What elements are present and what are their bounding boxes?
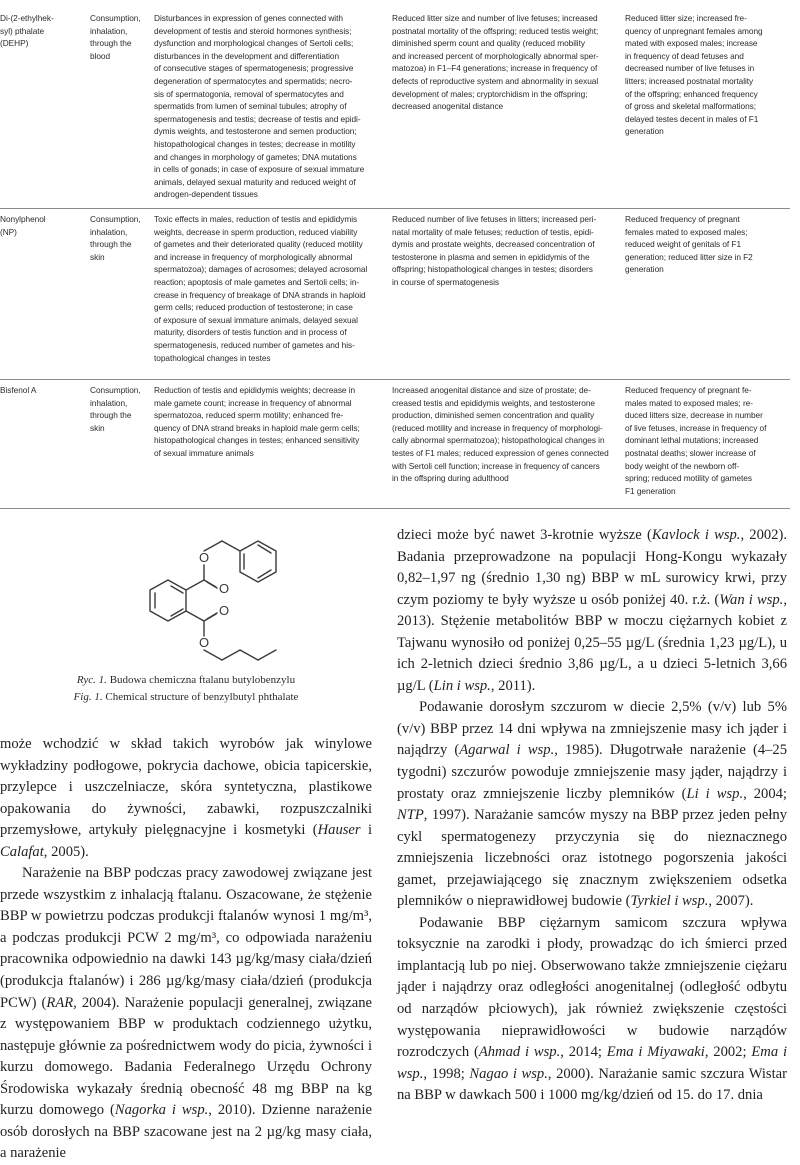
text-run: może wchodzić w skład takich wyrobów jak winylowe wykładziny podłogowe, pokrycia dachowe, obicia tapicerskie, przylepce i uszczelniacze, skóra syntetyczna, plastikowe opakowania do żywności, zabawki, rozpuszczalniki przemysłowe, artykuły pielęgnacyjne i kosmetyki (: [0, 736, 372, 839]
text-run: , 2010). Dzienne narażenie osób dorosłych na BBP szacowane jest na 2 µg/kg masy ciała, a narażenie: [0, 1102, 372, 1162]
citation: Lin i wsp.: [433, 677, 491, 694]
citation: Kavlock i wsp.: [651, 527, 741, 543]
offspring-effects-cell: Reduced number of live fetuses in litters; increased peri- natal mortality of male fetuses; reduction of testis, epidi- dymis and prostate weights, decreased concentration of testosterone in plasma and semen in epididymis of the offspring; histopathological changes in testes; disorders in course of spermatogenesis: [392, 214, 597, 287]
text-run: Podawanie BBP ciężarnym samicom szczura wpływa toksycznie na zarodki i płody, prowadząc do ich śmierci przed implantacją lub po niej. Obserwowano także zmniejszenie ciężaru jąder i najądrzy oraz odległości anogenitalnej (odległość odbytu od narządów płciowych), jak również zwiększenie częstości występowania nieprawidłowości w budowie narządów rozrodczych (: [397, 914, 787, 1061]
paragraph: [397, 525, 787, 697]
citation: Li i wsp.: [686, 785, 744, 802]
citation: NTP: [397, 807, 424, 824]
figure-caption-pl: [0, 674, 372, 686]
text-run: , 2014;: [560, 1044, 607, 1061]
female-effects-cell: Reduced frequency of pregnant females mated to exposed males; reduced weight of genitals of F1 generation; reduced litter size in F2 generation: [625, 214, 753, 275]
offspring-effects-cell: Reduced litter size and number of live fetuses; increased postnatal mortality of the offspring; reduced testis weight; diminished sperm count and quality (reduced mobility and increased percent of morphologically abnormal sper- matozoa) in F1–F4 generations; increase in frequency of defects of reproductive system and abnormality in sexual development of males; cryptorchidism in the offspring; decreased anogenital distance: [392, 13, 599, 112]
oxygen-label: O: [218, 603, 230, 618]
paragraph: [397, 913, 787, 1107]
oxygen-label: O: [218, 581, 230, 596]
citation: Tyrkiel i wsp.: [630, 893, 709, 910]
table-row: [0, 209, 790, 380]
text-run: , 1985). Długotrwałe narażenie (4–25 tygodni) szczurów powoduje zmniejszenie masy jąder, najądrzy i prostaty oraz zmniejszenie liczby plemników (: [397, 742, 788, 802]
exposure-route-cell: Consumption, inhalation, through the blood: [90, 13, 141, 61]
caption-text: Chemical structure of benzylbutyl phthalate: [105, 691, 299, 703]
text-run: , 2007).: [708, 893, 754, 910]
caption-label: Fig. 1.: [73, 691, 103, 703]
right-text-column: [397, 525, 787, 1107]
text-run: , 2013). Stężenie metabolitów BBP w moczu ciężarnych kobiet z Tajwanu wynosiło od poniżej 0,25–55 µg/L (średnia 1,23 µg/L), u ich 2-letnich dzieci średnio 3,86 µg/L, a u dzieci 5-letnich 3,66 µg/L (: [397, 591, 787, 694]
citation: RAR: [46, 994, 74, 1011]
citation: Nagao i wsp.: [469, 1065, 548, 1082]
text-run: , 2000). Narażanie samic szczura Wistar na BBP w dawkach 500 i 1000 mg/kg/dzień od 15. do 17. dnia: [397, 1065, 788, 1104]
text-run: , 1998;: [423, 1065, 470, 1082]
text-run: , 2002). Badania przeprowadzone na populacji Hong-Kongu wykazały 0,82–1,97 ng (średnio 1,30 ng) BBP w mL surowicy krwi, przy czym poziomy te były wyższe u osób poniżej 40. r.ż. (: [397, 527, 787, 608]
benzylbutyl-phthalate-structure: [128, 520, 288, 670]
text-run: , 2002;: [704, 1044, 752, 1061]
citation: Hauser: [317, 822, 361, 839]
female-effects-cell: Reduced frequency of pregnant fe- males mated to exposed males; re- duced litters size, decrease in number of live fetuses, increase in frequency of dominant lethal mutations; increased postnatal deaths; slower increase of body weight of the newborn off- spring; reduced motility of gametes F1 generation: [625, 385, 767, 496]
text-run: , 1997). Narażanie samców myszy na BBP przez jeden pełny cykl spermatogenezy przyczynia się do nieznacznego zmniejszenia liczebności oraz istotnego pogorszenia jakości gamet, przejawiającego się znacznym zwiększeniem odsetka plemników o nieprawidłowej budowie (: [397, 807, 787, 910]
male-effects-cell: Reduction of testis and epididymis weights; decrease in male gamete count; increase in frequency of abnormal spermatozoa, reduced sperm motility; enhanced fre- quency of DNA strand breaks in haploid male germ cells; histopathological changes in testes; enhanced sensitivity of sexual immature animals: [154, 385, 360, 458]
text-run: Podawanie dorosłym szczurom w diecie 2,5% (v/v) lub 5% (v/v) BBP przez 14 dni wpływa na zmniejszenie masy ich jąder i najądrzy (: [397, 699, 787, 759]
table-row: [0, 8, 790, 209]
text-run: dzieci może być nawet 3-krotnie wyższe (: [397, 527, 652, 543]
caption-label: Ryc. 1.: [76, 674, 107, 686]
text-run: , 2005).: [43, 843, 89, 860]
citation: Ahmad i wsp.: [478, 1044, 561, 1061]
citation: Ema i wsp.: [397, 1044, 788, 1082]
substance-cell: Di-(2-ethylhek- syl) pthalate (DEHP): [0, 13, 54, 49]
citation: Agarwal i wsp.: [459, 742, 555, 759]
paragraph: [0, 863, 372, 1165]
left-text-column: [0, 734, 372, 1165]
toxicity-table: [0, 8, 790, 509]
male-effects-cell: Toxic effects in males, reduction of testis and epididymis weights, decrease in sperm production, reduced viability of gametes and their deteriorated quality (reduced motility and increase in frequency of morphologically abnormal spermatozoa); damages of acrosomes; delayed acrosomal reaction; apoptosis of male gametes and Sertoli cells; in- crease in frequency of breakage of DNA strands in haploid germ cells; reduced production of testosterone; in case of exposure of sexual immature animals, delayed sexual maturity, disorders of testis function and in process of spermatogenesis, reduced number of gametes and his- topathological changes in testes: [154, 214, 368, 363]
text-run: , 2011).: [490, 677, 536, 694]
exposure-route-cell: Consumption, inhalation, through the skin: [90, 214, 141, 262]
table-row: [0, 380, 790, 509]
paragraph: [0, 734, 372, 863]
substance-cell: Bisfenol A: [0, 385, 37, 395]
text-run: i: [360, 822, 372, 839]
female-effects-cell: Reduced litter size; increased fre- quency of unpregnant females among mated with exposed males; increase in frequency of dead fetuses and decreased number of live fetuses in litters; increased postnatal mortality of the offspring; enhanced frequency of gross and skeletal malformations; delayed testes decent in males of F1 generation: [625, 13, 763, 137]
figure-1: [0, 520, 372, 720]
citation: Wan i wsp.: [719, 591, 784, 608]
offspring-effects-cell: Increased anogenital distance and size of prostate; de- creased testis and epididymis weights, and testosterone production, diminished semen concentration and quality (reduced motility and increase in frequency of morphologi- cally abnormal spermatozoa); histopathological changes in testes of F1 males; reduced expression of genes connected with Sertoli cell function; increase in frequency of cancers in the offspring during adulthood: [392, 385, 609, 484]
text-run: Narażenie na BBP podczas pracy zawodowej związane jest przede wszystkim z inhalacją ftalanu. Oszacowane, że stężenie BBP w powietrzu podczas produkcji ftalanów wynosi 1 mg/m³, a podczas produkcji PCW 2 mg/m³, co odpowiada narażeniu pracownika odpowiednio na dawki 143 µg/kg/masy ciała/dzień (produkcja ftalanów) i 286 µg/kg/masy ciała/dzień (produkcja PCW) (: [0, 865, 372, 1011]
text-run: , 2004). Narażenie populacji generalnej, związane z występowaniem BBP w produktach codziennego użytku, następuje głównie za pośrednictwem wody do picia, żywności i kurzu domowego. Badania Federalnego Urzędu Ochrony Środowiska wykazały średnią obecność 48 mg BBP na kg kurzu domowego (: [0, 994, 372, 1119]
citation: Ema i Miyawaki: [606, 1044, 705, 1061]
citation: Nagorka i wsp.: [114, 1102, 209, 1119]
citation: Calafat: [0, 843, 44, 860]
text-run: , 2004;: [743, 785, 787, 802]
caption-text: Budowa chemiczna ftalanu butylobenzylu: [109, 674, 296, 686]
oxygen-label: O: [198, 550, 210, 565]
figure-caption-en: [0, 691, 372, 703]
substance-cell: Nonylphenol (NP): [0, 214, 46, 237]
benzyl-ring: [240, 541, 276, 582]
male-effects-cell: Disturbances in expression of genes connected with development of testis and steroid hormones synthesis; dysfunction and morphological changes of Sertoli cells; disturbances in the development and differentiation of consecutive stages of spermatogenesis; progressive degeneration of spermatocytes and spermatids; necro- sis of spermatogonia, removal of spermatocytes and spermatids from lumen of seminal tubules; atrophy of spermatogenesis and testis; decrease of testis and epidi- dymis weights, and testosterone and semen production; histopathological changes in testes; decrease in motility and changes in morphology of gametes; DNA mutations in cells of gonads; in case of exposure of sexual immature animals, delayed sexual maturity and reduced weight of androgen-dependent tissues: [154, 13, 365, 200]
exposure-route-cell: Consumption, inhalation, through the skin: [90, 385, 141, 433]
paragraph: [397, 697, 787, 912]
oxygen-label: O: [198, 635, 210, 650]
